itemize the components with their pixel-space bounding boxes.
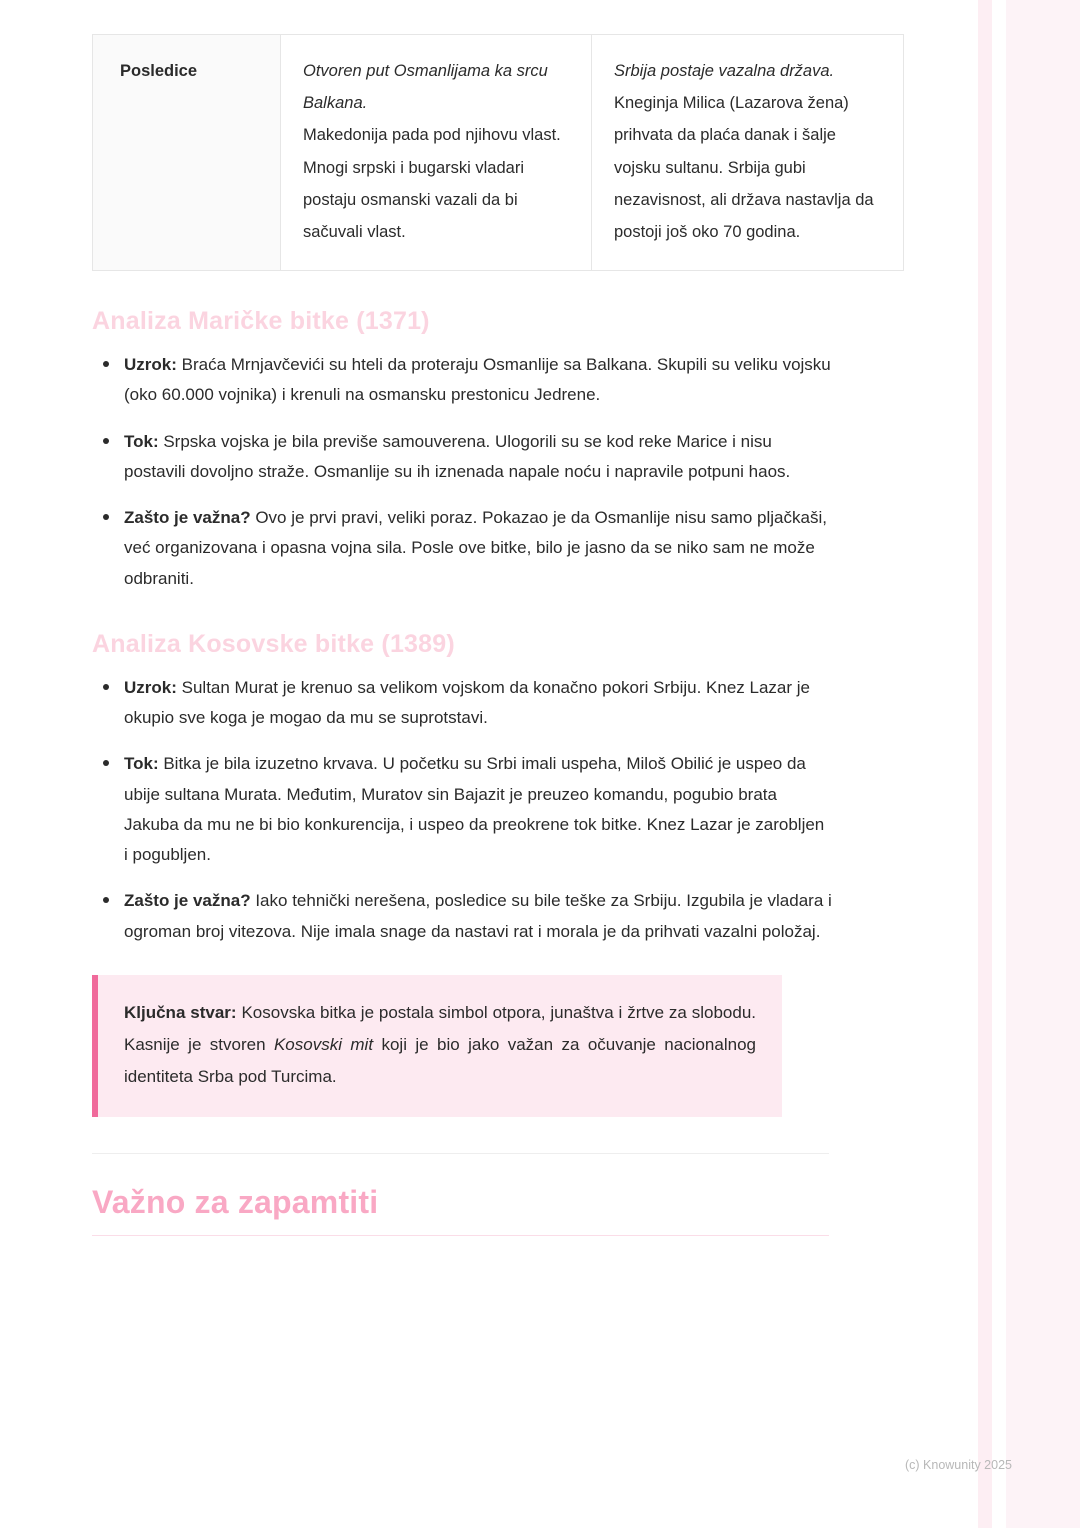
list-item-text: Braća Mrnjavčevići su hteli da proteraju Osmanlije sa Balkana. Skupili su veliku vojsku (oko 60.000 vojnika) i krenuli na osmansku prestonicu Jedrene. [124,355,831,405]
section-heading-maricka: Analiza Maričke bitke (1371) [92,307,430,336]
callout-text-part1: Kosovska bitka je postala simbol otpora, junaštva i žrtve za slobodu. Kasnije je stvoren [124,1002,756,1054]
table-row [93,35,904,271]
page-title: Važno za zapamtiti [92,1183,379,1220]
callout-text-part2: koji je bio jako važan za očuvanje nacionalnog identiteta Srba pod Turcima. [124,1034,756,1086]
callout-italic-term: Kosovski mit [273,1034,374,1054]
list-item-lead: Uzrok: [124,355,177,375]
key-takeaway-callout [92,975,782,1117]
table-cell-italic-lead: Otvoren put Osmanlijama ka srcu Balkana. [303,62,548,113]
list-item [92,503,832,594]
document-content [92,34,874,1236]
list-item-lead: Zašto je važna? [124,891,251,911]
section-divider [92,1153,829,1154]
table-cell-maricka [281,35,592,271]
table-cell-body: Kneginja Milica (Lazarova žena) prihvata da plaća danak i šalje vojsku sultanu. Srbija gubi nezavisnost, ali država nastavlja da postoji još oko 70 godina. [614,94,874,241]
list-item-lead: Zašto je važna? [124,508,251,528]
callout-lead: Ključna stvar: [124,1002,237,1022]
table-row-label: Posledice [93,35,281,271]
copyright-footer: (c) Knowunity 2025 [904,1458,1012,1472]
list-item [92,673,832,734]
section-heading-kosovska: Analiza Kosovske bitke (1389) [92,629,455,658]
list-item-text: Iako tehnički nerešena, posledice su bile teške za Srbiju. Izgubila je vladara i ogroman broj vitezova. Nije imala snage da nastavi rat i morala je da prihvati vazalni položaj. [124,891,832,941]
list-item-text: Sultan Murat je krenuo sa velikom vojskom da konačno pokori Srbiju. Knez Lazar je okupio sve koga je mogao da mu se suprotstavi. [124,677,810,728]
list-item-lead: Tok: [124,754,159,774]
table-cell-body: Makedonija pada pod njihovu vlast. Mnogi srpski i bugarski vladari postaju osmanski vazali da bi sačuvali vlast. [303,126,561,241]
page-edge-strip-outer [1006,0,1080,1528]
list-item-lead: Uzrok: [124,677,177,697]
list-item-text: Srpska vojska je bila previše samouverena. Ulogorili su se kod reke Marice i nisu postavili dovoljno straže. Osmanlije su ih iznenada napale noću i napravile potpuni haos. [124,431,791,481]
list-item [92,427,832,488]
bullet-list-maricka [92,350,832,594]
list-item [92,749,832,870]
title-underline [92,1235,829,1236]
list-item [92,886,832,947]
table-cell-italic-lead: Srbija postaje vazalna država. [614,62,835,80]
consequences-table [92,34,904,271]
bullet-list-kosovska [92,673,832,947]
page-edge-strip-inner [978,0,992,1528]
list-item-text: Ovo je prvi pravi, veliki poraz. Pokazao je da Osmanlije nisu samo pljačkaši, već organizovana i opasna vojna sila. Posle ove bitke, bilo je jasno da se niko sam ne može odbraniti. [124,508,827,588]
list-item-text: Bitka je bila izuzetno krvava. U početku su Srbi imali uspeha, Miloš Obilić je uspeo da ubije sultana Murata. Međutim, Muratov sin Bajazit je preuzeo komandu, pogubio brata Jakuba da mu ne bi bio konkurencija, i uspeo da preokrene tok bitke. Knez Lazar je zarobljen i pogubljen. [124,754,825,865]
table-cell-kosovska [592,35,904,271]
list-item-lead: Tok: [124,431,159,451]
list-item [92,350,832,411]
